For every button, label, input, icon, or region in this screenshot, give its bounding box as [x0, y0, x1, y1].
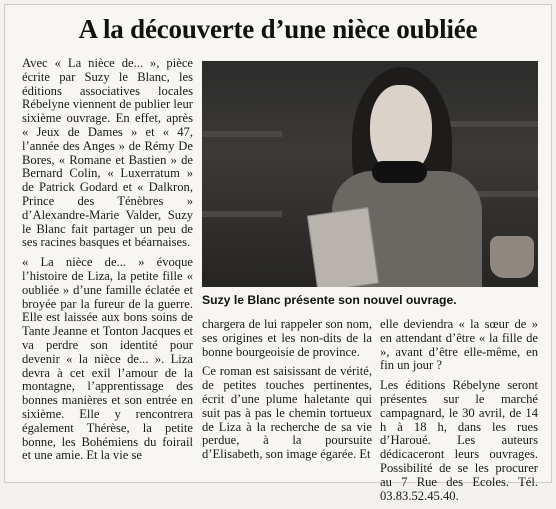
column-1-paragraph-1: Avec « La nièce de... », pièce écrite par Suzy le Blanc, les éditions associatives locales Rébelyne viennent de publier leur sixième ouvrage. En effet, après « Jeux de Dames » et « 47, l’année des Anges » de Rémy De Bores, « Romane et Bastien » de Bernard Colin, « Luxerratum » de Patrick Godard et « Dalkron, Prince des Ténèbres » d’Alexandre-Marie Valder, Suzy le Blanc fait partager un peu de ses racines basques et béarnaises. — [22, 56, 193, 250]
column-1-paragraph-2: « La nièce de... » évoque l’histoire de Liza, la petite fille « oubliée » d’une famille éclatée et broyée par la fureur de la guerre. Elle est laissée aux bons soins de Tante Jeanne et Tonton Jacques et va perdre son identité pour devenir « la nièce de... ». Liza devra à cet exil l’amour de la montagne, l’apprentissage des bonnes manières et son entrée en sixième. Elle y rencontrera également Thérèse, la petite bonne, les Bohémiens du foirail et une amie. Et la vie se — [22, 255, 193, 463]
column-2-paragraph-2: Ce roman est saisissant de vérité, de petites touches pertinentes, écrit d’une plume haletante qui suit pas à pas le chemin tortueux de Liza à la recherche de sa vie perdue, à la poursuite d’Elisabeth, son image égarée. Et — [202, 364, 372, 462]
article-column-3 — [380, 318, 538, 509]
column-3-paragraph-2: Les éditions Rébelyne seront présentes sur le marché campagnard, le 30 avril, de 14 h à 18 h, dans les rues d’Haroué. Les auteurs dédicaceront leurs ouvrages. Possibilité de se les procurer au 7 Rue des Ecoles. Tél. 03.83.52.45.40. — [380, 378, 538, 503]
article-headline: A la découverte d’une nièce oubliée — [78, 14, 478, 44]
column-2-paragraph-1: chargera de lui rappeler son nom, ses origines et les non-dits de la bonne bourgeoisie de province. — [202, 317, 372, 359]
column-3-paragraph-1: elle deviendra « la sœur de » en attendant d’être « la fille de », avant d’être elle-même, en fin un jour ? — [380, 317, 538, 373]
article-column-2 — [202, 318, 372, 468]
article-column-1 — [22, 57, 193, 469]
author-photo — [202, 61, 538, 287]
photo-caption: Suzy le Blanc présente son nouvel ouvrage. — [202, 293, 457, 307]
